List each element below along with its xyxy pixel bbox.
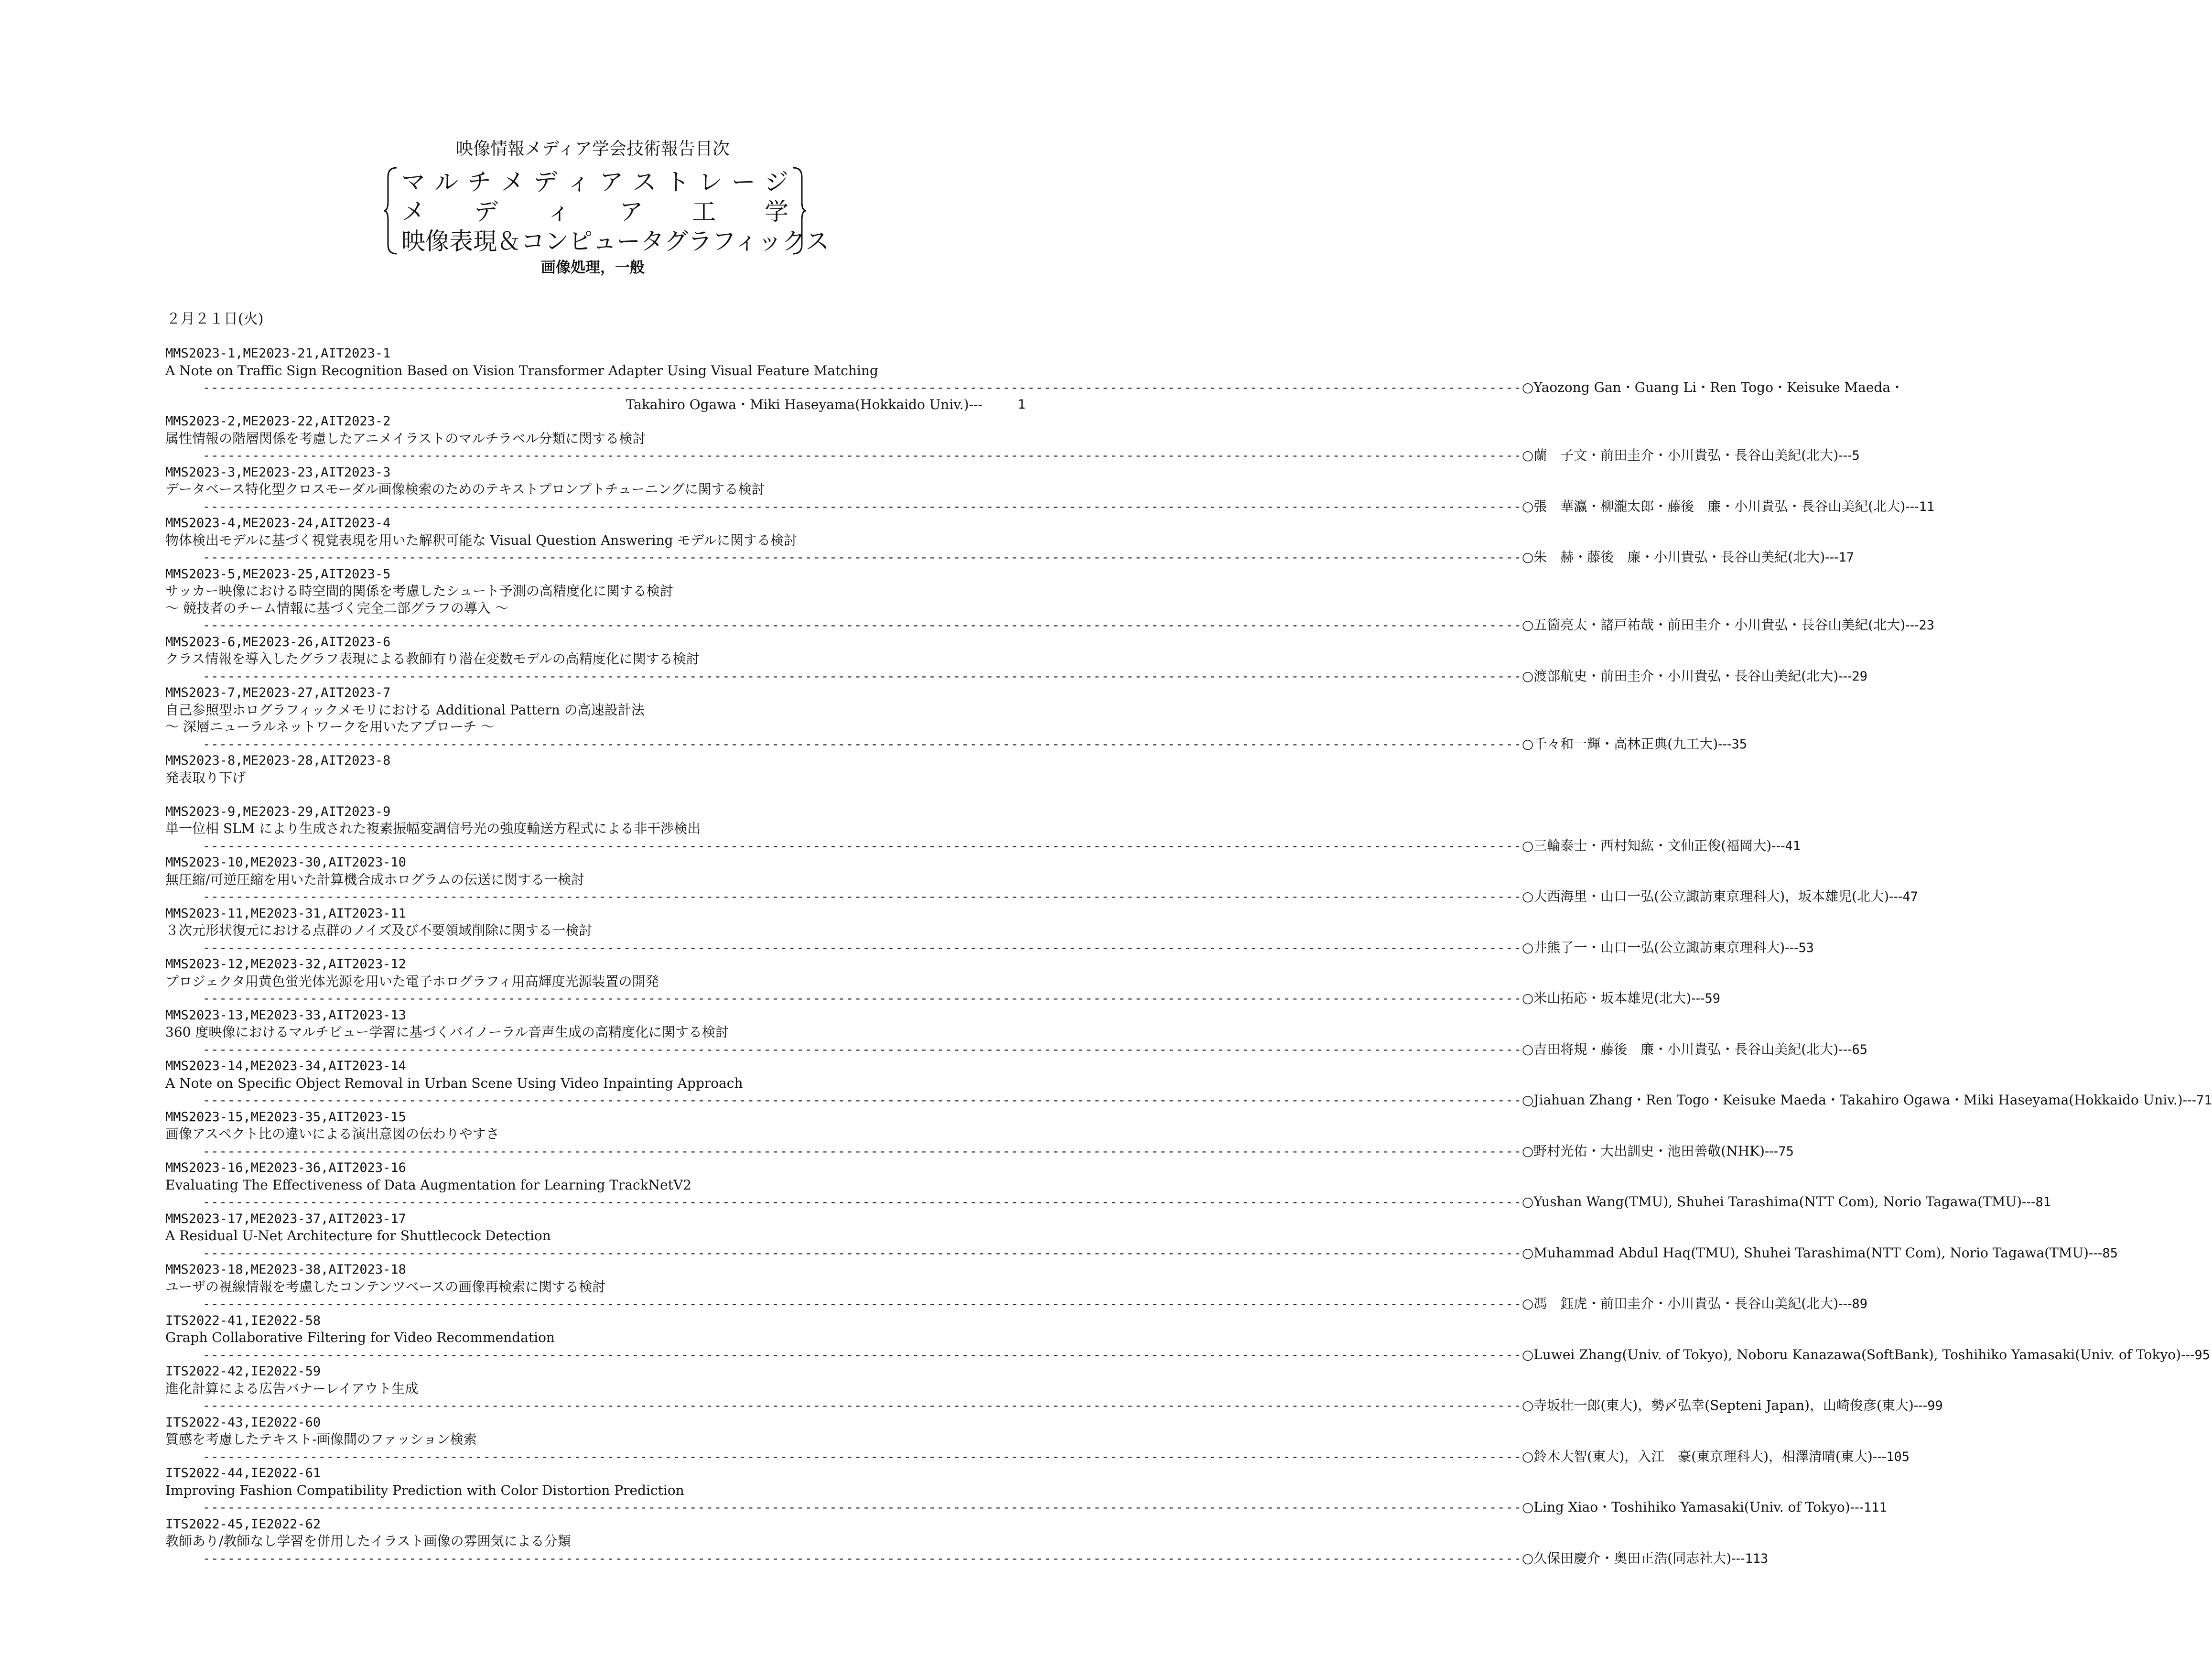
entry-title: ３次元形状復元における点群のノイズ及び不要領域削除に関する一検討 xyxy=(165,922,593,938)
entry-authors: ○千々和一輝・高林正典(九工大)--- xyxy=(1521,736,1732,752)
entry-title: ユーザの視線情報を考慮したコンテンツベースの画像再検索に関する検討 xyxy=(165,1278,606,1295)
entry-report-id: ITS2022-42,IE2022-59 xyxy=(165,1364,321,1379)
entry-page-number: 53 xyxy=(1798,940,1814,955)
entry-authors: ○朱 赫・藤後 廉・小川貴弘・長谷山美紀(北大)--- xyxy=(1521,549,1839,565)
entry-authors: ○Yushan Wang(TMU), Shuhei Tarashima(NTT Com), Norio Tagawa(TMU)--- xyxy=(1521,1194,2036,1210)
entry-report-id: MMS2023-10,ME2023-30,AIT2023-10 xyxy=(165,855,406,870)
leader-dashes: ---------------------------------------------------------------------------------------------------------------------------------------------------------------- xyxy=(203,889,1522,904)
society-char: ス xyxy=(632,168,657,196)
entry-page-number: 71 xyxy=(2196,1093,2212,1108)
society-char: 工 xyxy=(692,198,716,226)
entry-page-number: 85 xyxy=(2102,1245,2118,1261)
entry-report-id: MMS2023-5,ME2023-25,AIT2023-5 xyxy=(165,566,391,582)
entry-author-line xyxy=(165,1397,1943,1414)
entry-authors: ○寺坂壮一郎(東大)，勢〆弘幸(Septeni Japan)，山崎俊彦(東大)--- xyxy=(1521,1397,1928,1413)
entry-report-id: MMS2023-8,ME2023-28,AIT2023-8 xyxy=(165,753,391,768)
entry-title: 画像アスペクト比の違いによる演出意図の伝わりやすさ xyxy=(165,1126,499,1142)
entry-title: プロジェクタ用黄色蛍光体光源を用いた電子ホログラフィ用高輝度光源装置の開発 xyxy=(165,973,659,989)
society-char: ィ xyxy=(547,198,571,226)
toc-entry xyxy=(165,752,1025,803)
entry-page-number: 11 xyxy=(1919,499,1935,514)
entry-authors: ○蘭 子文・前田圭介・小川貴弘・長谷山美紀(北大)--- xyxy=(1521,447,1852,463)
entry-title: A Residual U-Net Architecture for Shuttlecock Detection xyxy=(165,1228,551,1244)
entry-report-id: MMS2023-17,ME2023-37,AIT2023-17 xyxy=(165,1211,406,1226)
entry-title: 質感を考慮したテキスト-画像間のファッション検索 xyxy=(165,1431,477,1447)
entry-page-number: 41 xyxy=(1785,838,1801,854)
society-char: ル xyxy=(434,168,459,196)
entry-authors: ○渡部航史・前田圭介・小川貴弘・長谷山美紀(北大)--- xyxy=(1521,668,1852,684)
entry-author-line xyxy=(165,1143,1794,1160)
entry-subtitle: ～ 深層ニューラルネットワークを用いたアプローチ ～ xyxy=(165,719,495,735)
entry-report-id: MMS2023-3,ME2023-23,AIT2023-3 xyxy=(165,465,391,480)
leader-dashes: ---------------------------------------------------------------------------------------------------------------------------------------------------------------- xyxy=(203,1297,1522,1311)
toc-entry xyxy=(165,1516,1769,1567)
leader-dashes: ---------------------------------------------------------------------------------------------------------------------------------------------------------------- xyxy=(203,499,1522,514)
entry-author-line xyxy=(165,736,1748,753)
entry-page-number: 111 xyxy=(1864,1500,1887,1515)
entry-author-line xyxy=(165,668,1868,685)
entry-authors-cont: Takahiro Ogawa・Miki Haseyama(Hokkaido Univ.)--- xyxy=(626,396,982,412)
society-ait: 映像表現＆コンピュータグラフィックス xyxy=(401,227,830,255)
leader-dashes: ---------------------------------------------------------------------------------------------------------------------------------------------------------------- xyxy=(203,550,1522,565)
entry-author-line xyxy=(165,447,1860,464)
entry-page-number: 47 xyxy=(1902,889,1918,904)
entry-authors: ○鈴木大智(東大)，入江 豪(東京理科大)，相澤清晴(東大)--- xyxy=(1521,1448,1887,1464)
entry-author-line xyxy=(165,837,1801,855)
entry-author-line xyxy=(165,498,1935,515)
toc-entries xyxy=(165,345,2212,1567)
entry-report-id: MMS2023-7,ME2023-27,AIT2023-7 xyxy=(165,685,391,700)
entry-page-number: 81 xyxy=(2035,1195,2051,1210)
leader-dashes: ---------------------------------------------------------------------------------------------------------------------------------------------------------------- xyxy=(203,1551,1522,1566)
society-char: レ xyxy=(698,168,723,196)
toc-entry xyxy=(165,1007,1868,1058)
toc-entry xyxy=(165,684,1748,752)
entry-report-id: MMS2023-14,ME2023-34,AIT2023-14 xyxy=(165,1059,406,1073)
entry-page-number: 113 xyxy=(1745,1551,1769,1566)
toc-entry xyxy=(165,566,1935,634)
entry-authors: ○久保田慶介・奥田正浩(同志社大)--- xyxy=(1521,1550,1745,1566)
entry-title: 進化計算による広告バナーレイアウト生成 xyxy=(165,1380,419,1396)
entry-author-line xyxy=(165,1193,2051,1211)
toc-entry xyxy=(165,1261,1868,1312)
leader-dashes: ---------------------------------------------------------------------------------------------------------------------------------------------------------------- xyxy=(203,1398,1522,1413)
entry-authors: ○五箇亮太・諸戸祐哉・前田圭介・小川貴弘・長谷山美紀(北大)--- xyxy=(1521,617,1919,633)
leader-dashes: ---------------------------------------------------------------------------------------------------------------------------------------------------------------- xyxy=(203,669,1522,684)
toc-entry xyxy=(165,515,1855,566)
entry-author-line xyxy=(165,888,1918,905)
leader-dashes: ---------------------------------------------------------------------------------------------------------------------------------------------------------------- xyxy=(203,1093,1522,1108)
society-char: メ xyxy=(500,168,525,196)
society-char: デ xyxy=(533,168,558,196)
leader-dashes: ---------------------------------------------------------------------------------------------------------------------------------------------------------------- xyxy=(203,1195,1522,1210)
entry-authors: ○Muhammad Abdul Haq(TMU), Shuhei Tarashima(NTT Com), Norio Tagawa(TMU)--- xyxy=(1521,1244,2103,1261)
leader-dashes: ---------------------------------------------------------------------------------------------------------------------------------------------------------------- xyxy=(203,380,1522,395)
entry-page-number: 65 xyxy=(1852,1042,1868,1057)
entry-report-id: ITS2022-45,IE2022-62 xyxy=(165,1516,321,1532)
toc-entry xyxy=(165,1363,1943,1414)
entry-title: 単一位相 SLM により生成された複素振幅変調信号光の強度輸送方程式による非干渉検出 xyxy=(165,821,701,836)
entry-page-number: 5 xyxy=(1852,448,1860,463)
entry-report-id: MMS2023-11,ME2023-31,AIT2023-11 xyxy=(165,906,406,921)
leader-dashes: ---------------------------------------------------------------------------------------------------------------------------------------------------------------- xyxy=(203,991,1522,1006)
society-char: デ xyxy=(474,198,498,226)
entry-title: 自己参照型ホログラフィックメモリにおける Additional Pattern の高速設計法 xyxy=(165,702,645,718)
society-char: ジ xyxy=(764,168,788,196)
society-mms xyxy=(401,167,788,197)
entry-author-line xyxy=(165,379,1904,396)
leader-dashes: ---------------------------------------------------------------------------------------------------------------------------------------------------------------- xyxy=(203,618,1522,633)
entry-report-id: MMS2023-4,ME2023-24,AIT2023-4 xyxy=(165,516,391,530)
leader-dashes: ---------------------------------------------------------------------------------------------------------------------------------------------------------------- xyxy=(203,1042,1522,1057)
entry-page-number: 59 xyxy=(1705,991,1721,1006)
toc-entry xyxy=(165,345,1904,413)
toc-entry xyxy=(165,464,1935,515)
session-date: ２月２１日(火) xyxy=(166,311,264,327)
entry-author-line xyxy=(165,1295,1868,1312)
entry-title: A Note on Traffic Sign Recognition Based on Vision Transformer Adapter Using Visual Feature Matching xyxy=(165,362,878,379)
entry-title: Graph Collaborative Filtering for Video Recommendation xyxy=(165,1330,555,1345)
entry-title: A Note on Specific Object Removal in Urban Scene Using Video Inpainting Approach xyxy=(165,1075,743,1091)
report-title: 映像情報メディア学会技術報告目次 xyxy=(455,139,730,159)
entry-page-number: 89 xyxy=(1852,1297,1868,1311)
society-char: ア xyxy=(619,198,643,226)
leader-dashes: ---------------------------------------------------------------------------------------------------------------------------------------------------------------- xyxy=(203,1500,1522,1515)
entry-authors: ○Luwei Zhang(Univ. of Tokyo), Noboru Kanazawa(SoftBank), Toshihiko Yamasaki(Univ. of Tokyo)--- xyxy=(1521,1346,2195,1363)
entry-authors: ○野村光佑・大出訓史・池田善敬(NHK)--- xyxy=(1521,1143,1779,1159)
society-char: ト xyxy=(665,168,690,196)
entry-title: 物体検出モデルに基づく視覚表現を用いた解釈可能な Visual Question Answering モデルに関する検討 xyxy=(165,532,798,548)
entry-authors: ○張 華瀛・柳瀧太郎・藤後 廉・小川貴弘・長谷山美紀(北大)--- xyxy=(1521,498,1919,514)
entry-title: Improving Fashion Compatibility Prediction with Color Distortion Prediction xyxy=(165,1482,684,1498)
entry-page-number: 23 xyxy=(1919,618,1935,633)
entry-title: Evaluating The Effectiveness of Data Augmentation for Learning TrackNetV2 xyxy=(165,1177,692,1193)
entry-title: 属性情報の階層関係を考慮したアニメイラストのマルチラベル分類に関する検討 xyxy=(165,430,646,446)
entry-report-id: MMS2023-2,ME2023-22,AIT2023-2 xyxy=(165,414,391,429)
toc-entry xyxy=(165,634,1868,685)
entry-page-number: 29 xyxy=(1852,669,1868,684)
leader-dashes: ---------------------------------------------------------------------------------------------------------------------------------------------------------------- xyxy=(203,1144,1522,1159)
leader-dashes: ---------------------------------------------------------------------------------------------------------------------------------------------------------------- xyxy=(203,448,1522,463)
toc-entry xyxy=(165,1109,1794,1160)
entry-author-line xyxy=(165,1346,2210,1363)
entry-report-id: ITS2022-43,IE2022-60 xyxy=(165,1415,321,1430)
entry-title: データベース特化型クロスモーダル画像検索のためのテキストプロンプトチューニングに関する検討 xyxy=(165,481,765,497)
left-brace-icon xyxy=(382,166,399,255)
entry-spacer xyxy=(165,786,1025,803)
entry-subtitle: ～ 競技者のチーム情報に基づく完全二部グラフの導入 ～ xyxy=(165,600,508,616)
society-char: ー xyxy=(731,168,755,196)
entry-author-line xyxy=(165,1092,2212,1109)
toc-entry xyxy=(165,905,1814,956)
entry-report-id: MMS2023-13,ME2023-33,AIT2023-13 xyxy=(165,1007,406,1023)
entry-authors: ○Ling Xiao・Toshihiko Yamasaki(Univ. of Tokyo)--- xyxy=(1521,1499,1864,1515)
entry-authors: ○大西海里・山口一弘(公立諏訪東京理科大)，坂本雄児(北大)--- xyxy=(1521,888,1903,904)
entry-authors: ○吉田将規・藤後 廉・小川貴弘・長谷山美紀(北大)--- xyxy=(1521,1041,1852,1057)
entry-title: 無圧縮/可逆圧縮を用いた計算機合成ホログラムの伝送に関する一検討 xyxy=(165,871,585,887)
entry-report-id: MMS2023-18,ME2023-38,AIT2023-18 xyxy=(165,1262,406,1277)
leader-dashes: ---------------------------------------------------------------------------------------------------------------------------------------------------------------- xyxy=(203,838,1522,854)
toc-entry xyxy=(165,1414,1910,1465)
entry-report-id: ITS2022-41,IE2022-58 xyxy=(165,1313,321,1328)
session-subtitle: 画像処理，一般 xyxy=(541,259,645,276)
entry-report-id: MMS2023-16,ME2023-36,AIT2023-16 xyxy=(165,1160,406,1175)
entry-author-line xyxy=(165,939,1814,956)
toc-entry xyxy=(165,413,1860,464)
leader-dashes: ---------------------------------------------------------------------------------------------------------------------------------------------------------------- xyxy=(203,1347,1522,1363)
society-char: ア xyxy=(599,168,624,196)
entry-page-number: 105 xyxy=(1886,1449,1910,1464)
right-brace-icon xyxy=(790,166,808,255)
society-char: メ xyxy=(401,198,425,226)
entry-title: クラス情報を導入したグラフ表現による教師有り潜在変数モデルの高精度化に関する検討 xyxy=(165,651,700,667)
entry-authors: ○井熊了一・山口一弘(公立諏訪東京理科大)--- xyxy=(1521,939,1799,955)
entry-author-line xyxy=(165,1244,2118,1262)
entry-author-line xyxy=(165,1041,1868,1058)
entry-author-line xyxy=(165,1448,1910,1465)
entry-page-number: 99 xyxy=(1927,1398,1943,1413)
society-char: 学 xyxy=(765,198,788,226)
entry-title: サッカー映像における時空間的関係を考慮したシュート予測の高精度化に関する検討 xyxy=(165,583,673,599)
society-me xyxy=(401,197,788,227)
entry-report-id: MMS2023-9,ME2023-29,AIT2023-9 xyxy=(165,804,391,819)
entry-author-line xyxy=(165,1550,1769,1567)
toc-entry xyxy=(165,1312,2210,1363)
entry-authors: ○米山拓応・坂本雄児(北大)--- xyxy=(1521,990,1705,1006)
entry-title: 発表取り下げ xyxy=(165,769,246,786)
leader-dashes: ---------------------------------------------------------------------------------------------------------------------------------------------------------------- xyxy=(203,1449,1522,1464)
toc-entry xyxy=(165,1058,2212,1109)
entry-author-line xyxy=(165,990,1721,1007)
entry-author-continuation xyxy=(165,396,1025,413)
entry-authors: ○Yaozong Gan・Guang Li・Ren Togo・Keisuke Maeda・ xyxy=(1521,379,1904,395)
entry-report-id: ITS2022-44,IE2022-61 xyxy=(165,1466,321,1481)
entry-page-number: 75 xyxy=(1778,1144,1794,1159)
entry-title: 教師あり/教師なし学習を併用したイラスト画像の雰囲気による分類 xyxy=(165,1533,571,1549)
entry-report-id: MMS2023-12,ME2023-32,AIT2023-12 xyxy=(165,957,406,972)
toc-entry xyxy=(165,1465,1887,1516)
leader-dashes: ---------------------------------------------------------------------------------------------------------------------------------------------------------------- xyxy=(203,940,1522,955)
entry-authors: ○Jiahuan Zhang・Ren Togo・Keisuke Maeda・Takahiro Ogawa・Miki Haseyama(Hokkaido Univ.)--- xyxy=(1521,1092,2197,1108)
entry-authors: ○三輪泰士・西村知紘・文仙正俊(福岡大)--- xyxy=(1521,837,1785,854)
toc-entry xyxy=(165,956,1721,1007)
society-char: ィ xyxy=(566,168,591,196)
entry-author-line xyxy=(165,617,1935,634)
toc-entry xyxy=(165,1159,2051,1211)
entry-page-number: 1 xyxy=(1017,397,1025,412)
society-names xyxy=(401,167,830,256)
entry-title: 360 度映像におけるマルチビュー学習に基づくバイノーラル音声生成の高精度化に関する検討 xyxy=(165,1024,729,1040)
entry-page-number: 35 xyxy=(1731,736,1748,752)
leader-dashes: ---------------------------------------------------------------------------------------------------------------------------------------------------------------- xyxy=(203,1245,1522,1261)
toc-entry xyxy=(165,1211,2118,1262)
toc-entry xyxy=(165,854,1918,905)
toc-entry xyxy=(165,803,1801,855)
entry-report-id: MMS2023-15,ME2023-35,AIT2023-15 xyxy=(165,1109,406,1125)
entry-author-line xyxy=(165,549,1855,566)
entry-page-number: 17 xyxy=(1838,550,1855,565)
leader-dashes: ---------------------------------------------------------------------------------------------------------------------------------------------------------------- xyxy=(203,736,1522,752)
entry-author-line xyxy=(165,1499,1887,1516)
entry-report-id: MMS2023-1,ME2023-21,AIT2023-1 xyxy=(165,346,391,361)
entry-authors: ○馮 鈺虎・前田圭介・小川貴弘・長谷山美紀(北大)--- xyxy=(1521,1296,1852,1311)
entry-page-number: 95 xyxy=(2194,1347,2210,1363)
entry-report-id: MMS2023-6,ME2023-26,AIT2023-6 xyxy=(165,634,391,649)
society-char: マ xyxy=(401,168,425,196)
society-brace-group xyxy=(382,166,830,255)
society-char: チ xyxy=(467,168,492,196)
